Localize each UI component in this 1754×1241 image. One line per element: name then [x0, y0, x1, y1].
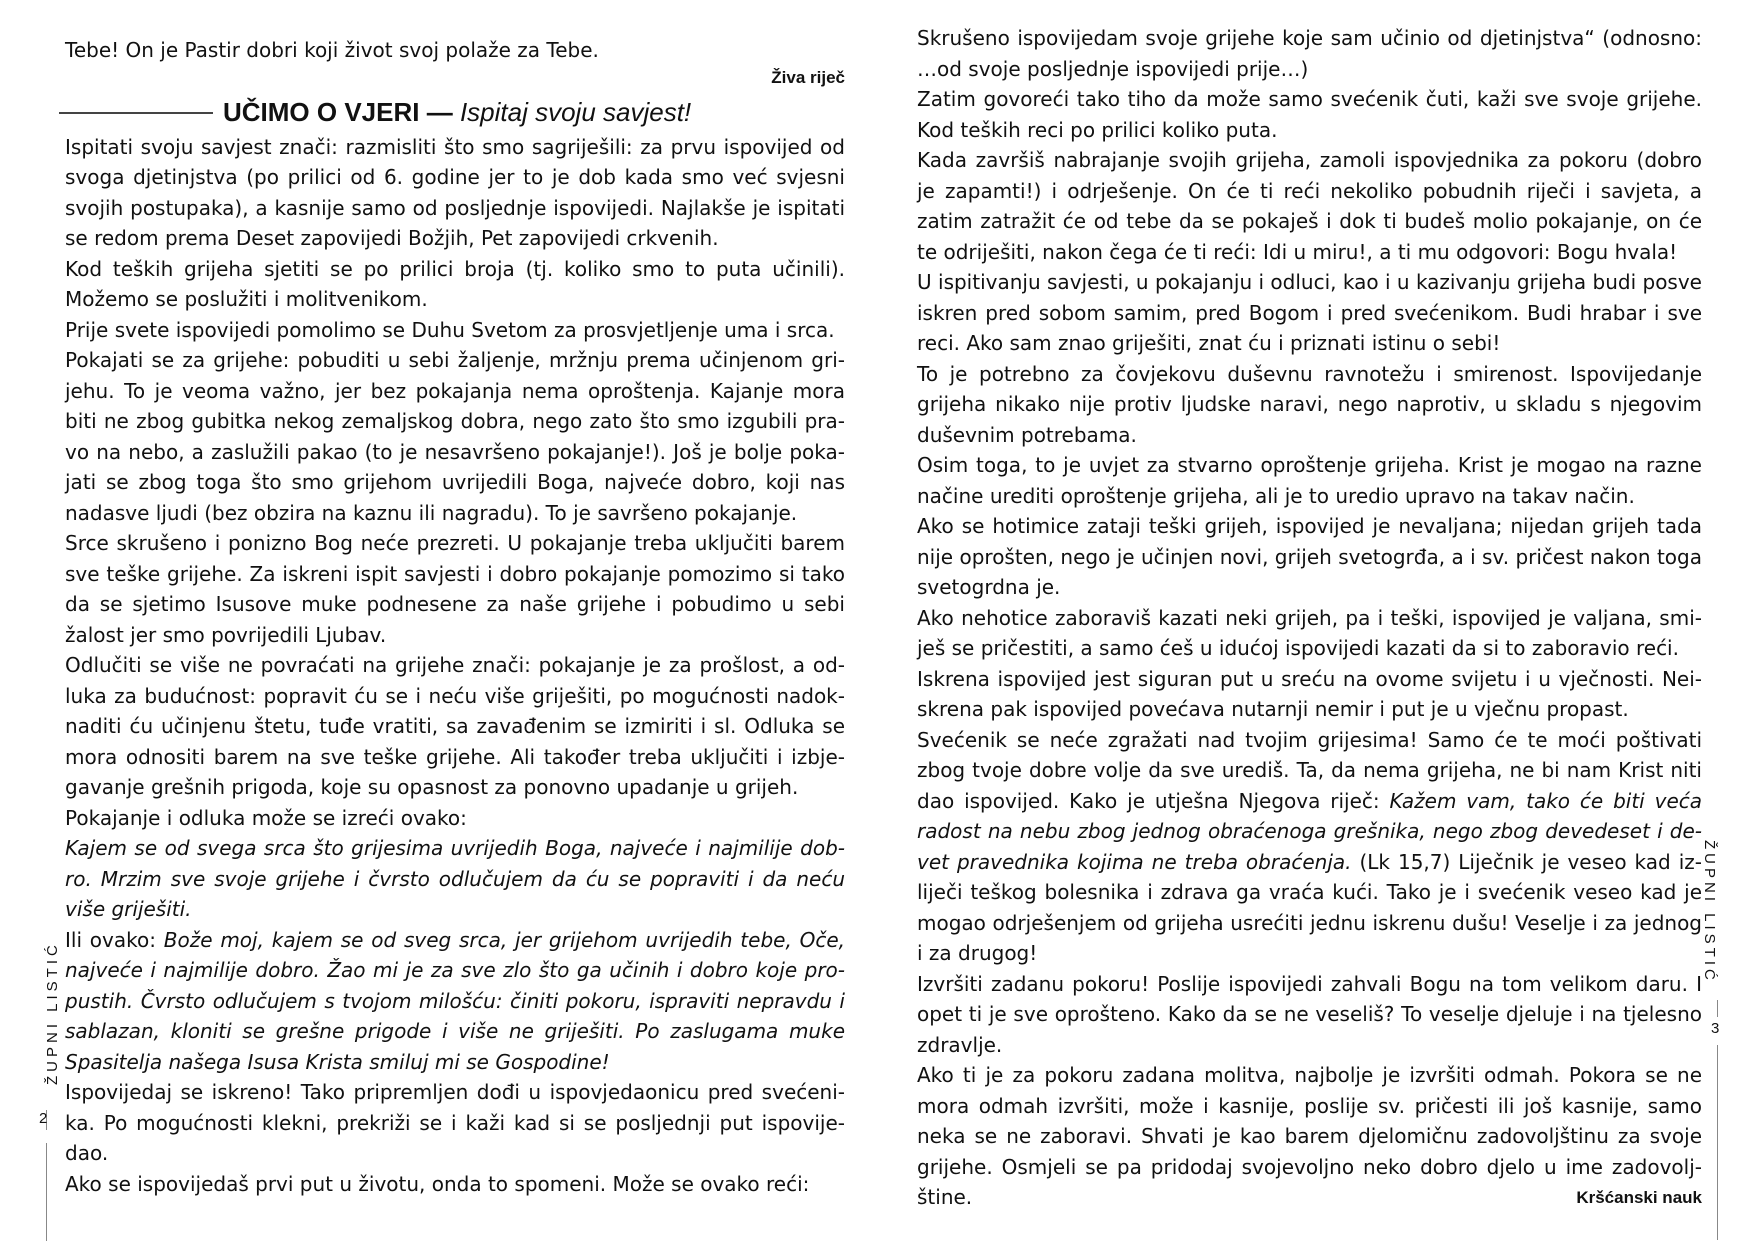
paragraph: Srce skrušeno i ponizno Bog neće prezreti. U pokajanje treba uključiti barem sve teške grijehe. Za iskreni ispit savjesti i dobro pokajanje pomozimo si tako da se sjetimo Isusove muke podnesene za naše grijehe i pobudimo u sebi žalost jer smo povrijedili Ljubav. [65, 531, 845, 647]
paragraph: Izvršiti zadanu pokoru! Poslije ispovijedi zahvali Bogu na tom velikom daru. I opet ti je sve oprošteno. Kako da se ne veseliš? To veselje djeluje i na tjelesno zdravlje. [917, 971, 1702, 1057]
paragraph: Ako se ispovijedaš prvi put u životu, onda to spomeni. Može se ovako reći: [65, 1171, 810, 1196]
right-margin-rule [1717, 1045, 1718, 1240]
paragraph: Ako se hotimice zataji teški grijeh, ispovijed je nevaljana; nijedan grijeh tada nije oprošten, nego je učinjen novi, grijeh svetogrđa, a i sv. pričest nakon toga svetogrdna je. [917, 514, 1702, 599]
paragraph: Zatim govoreći tako tiho da može samo svećenik čuti, kaži sve svoje grijehe. Kod teških reci po prilici koliko puta. [917, 87, 1702, 142]
paragraph: Skrušeno ispovijedam svoje grijehe koje sam učinio od djetinjstva“ (odnosno: …od svoje posljednje ispovijedi prije…) [917, 26, 1702, 81]
paragraph: Ispovijedaj se iskreno! Tako pripremljen dođi u ispovjedaonicu pred svećenika. Po mogućnosti klekni, prekriži se i kaži kad si se posljednji put ispovijedao. [65, 1080, 845, 1165]
paragraph: Pokajati se za grijehe: pobuditi u sebi žaljenje, mržnju prema učinjenom grijehu. To je veoma važno, jer bez pokajanja nema oproštenja. Kajanje mora biti ne zbog gubitka nekog zemaljskog dobra, nego zato što smo izgubili pravo na nebo, a zaslužili pakao (to je nesavršeno pokajanje!). Još je bolje pokajati se zbog toga što smo grijehom uvrijedili Boga, najveće dobro, koji nas nadasve ljudi (bez obzira na kaznu ili nagradu). To je savršeno pokajanje. [65, 348, 845, 525]
left-margin-rule [46, 1143, 47, 1241]
prayer-paragraph: Kajem se od svega srca što grijesima uvrijedih Boga, najveće i najmilije dobro. Mrzim sve svoje grijehe i čvrsto odlučujem da ću se popraviti i da neću više griješiti. [65, 836, 845, 921]
left-side-label: ŽUPNI LISTIĆ [44, 941, 61, 1085]
right-page-number: 3 [1711, 1020, 1720, 1037]
paragraph: Kada završiš nabrajanje svojih grijeha, zamoli ispovjednika za pokoru (dobro je zapamti!) i odrješenje. On će ti reći nekoliko pobudnih riječi i savjeta, a zatim zatražit će od tebe da se pokaješ i dok ti budeš molio pokajanje, on će te odriješiti, nakon čega će ti reći: Idi u miru!, a ti mu odgovori: Bogu hvala! [917, 148, 1702, 264]
heading-subtitle: Ispitaj svoju savjest! [459, 97, 692, 128]
left-column [65, 35, 845, 1199]
paragraph: Prije svete ispovijedi pomolimo se Duhu Svetom za prosvjetljenje uma i srca. [65, 317, 835, 342]
intro-line: Tebe! On je Pastir dobri koji život svoj polaže za Tebe. [65, 38, 599, 62]
paragraph: Osim toga, to je uvjet za stvarno oproštenje grijeha. Krist je mogao na razne načine urediti oproštenje grijeha, ali je to uredio upravo na takav način. [917, 453, 1702, 508]
paragraph: Kod teških grijeha sjetiti se po prilici broja (tj. koliko smo to puta učinili). Možemo se poslužiti i molitvenikom. [65, 256, 845, 311]
article-source: Kršćanski nauk [1576, 1187, 1702, 1207]
right-margin-rule [1717, 1000, 1718, 1017]
paragraph: Ako ti je za pokoru zadana molitva, najbolje je izvršiti odmah. Pokora se ne mora odmah izvršiti, može i kasnije, poslije sv. pričesti ili još kasnije, samo neka se ne zaboravi. Shvati je kao barem djelomičnu zadovoljštinu za svoje grijehe. Osmjeli se pa pridodaj svojevoljno neko dobro djelo u ime zadovoljštine. Kršćanski nauk [917, 1063, 1702, 1209]
paragraph: To je potrebno za čovjekovu duševnu ravnotežu i smirenost. Ispovijedanje grijeha nikako nije protiv ljudske naravi, nego naprotiv, u skladu s njegovim duševnim potrebama. [917, 361, 1702, 447]
paragraph: Ako nehotice zaboraviš kazati neki grijeh, pa i teški, ispovijed je valjana, smiješ se pričestiti, a samo ćeš u idućoj ispovijedi kazati da si to zaboravio reći. [917, 605, 1702, 660]
right-column [917, 23, 1702, 1213]
paragraph: U ispitivanju savjesti, u pokajanju i odluci, kao i u kazivanju grijeha budi posve iskren pred sobom samim, pred Bogom i pred svećenikom. Budi hrabar i sve reci. Ako sam znao griješiti, znat ću i priznati istinu o sebi! [917, 270, 1702, 355]
paragraph: Pokajanje i odluka može se izreći ovako: [65, 805, 467, 830]
paragraph: Svećenik se neće zgražati nad tvojim grijesima! Samo će te moći poštivati zbog tvoje dobre volje da sve urediš. Ta, da nema grijeha, ne bi nam Krist niti dao ispovijed. Kako je utješna Njegova riječ: Kažem vam, tako će biti veća radost na nebu zbog jednog obraćenoga grešnika, nego zbog devedeset i devet pravednika kojima ne treba obraćenja. (Lk 15,7) Liječnik je veseo kad izliječi teškog bolesnika i zdrava ga vraća kući. Tako je i svećenik veseo kad je mogao odrješenjem od grijeha usrećiti jednu iskrenu dušu! Veselje i za jednog i za drugog! [917, 727, 1703, 965]
heading-title: UČIMO O VJERI — [223, 97, 453, 128]
right-page [877, 0, 1754, 1240]
heading-rule [59, 112, 213, 114]
left-page [0, 0, 877, 1240]
paragraph: Ispitati svoju savjest znači: razmisliti što smo sagriješili: za prvu ispovijed od svoga djetinjstva (po prilici od 6. godine jer to je dob kada smo već svjesni svojih postupaka), a kasnije samo od posljednje ispovijedi. Najlakše je ispitati se redom prema Deset zapovijedi Božjih, Pet zapovijedi crkvenih. [65, 134, 845, 250]
prayer-paragraph: Ili ovako: Bože moj, kajem se od sveg srca, jer grijehom uvrijedih tebe, Oče, najveće i najmilije dobro. Žao mi je za sve zlo što ga učinih i dobro koje propustih. Čvrsto odlučujem s tvojom milošću: činiti pokoru, ispraviti nepravdu i sablazan, kloniti se grešne prigode i više ne griješiti. Po zaslugama muke Spasitelja našega Isusa Krista smiluj mi se Gospodine! [65, 927, 845, 1074]
left-page-number: 2 [39, 1110, 48, 1127]
section-heading [59, 96, 845, 130]
scripture-quote: Kažem vam, tako će biti veća radost na nebu zbog jednog obraćenoga grešnika, nego zbog devedeset i devet pravednika kojima ne treba obraćenja. [917, 788, 1703, 874]
intro-source: Živa riječ [771, 67, 845, 87]
paragraph: Odlučiti se više ne povraćati na grijehe znači: pokajanje je za prošlost, a odluka za budućnost: popravit ću se i neću više griješiti, po mogućnosti nadoknaditi ću učinjenu štetu, tuđe vratiti, sa zavađenim se izmiriti i sl. Odluka se mora odnositi barem na sve teške grijehe. Ali također treba uključiti i izbjegavanje grešnih prigoda, koje su opasnost za ponovno upadanje u grijeh. [65, 653, 845, 799]
paragraph: Iskrena ispovijed jest siguran put u sreću na ovome svijetu i u vječnosti. Neiskrena pak ispovijed povećava nutarnji nemir i put je u vječnu propast. [917, 666, 1702, 721]
right-side-label: ŽUPNI LISTIĆ [1701, 840, 1718, 984]
